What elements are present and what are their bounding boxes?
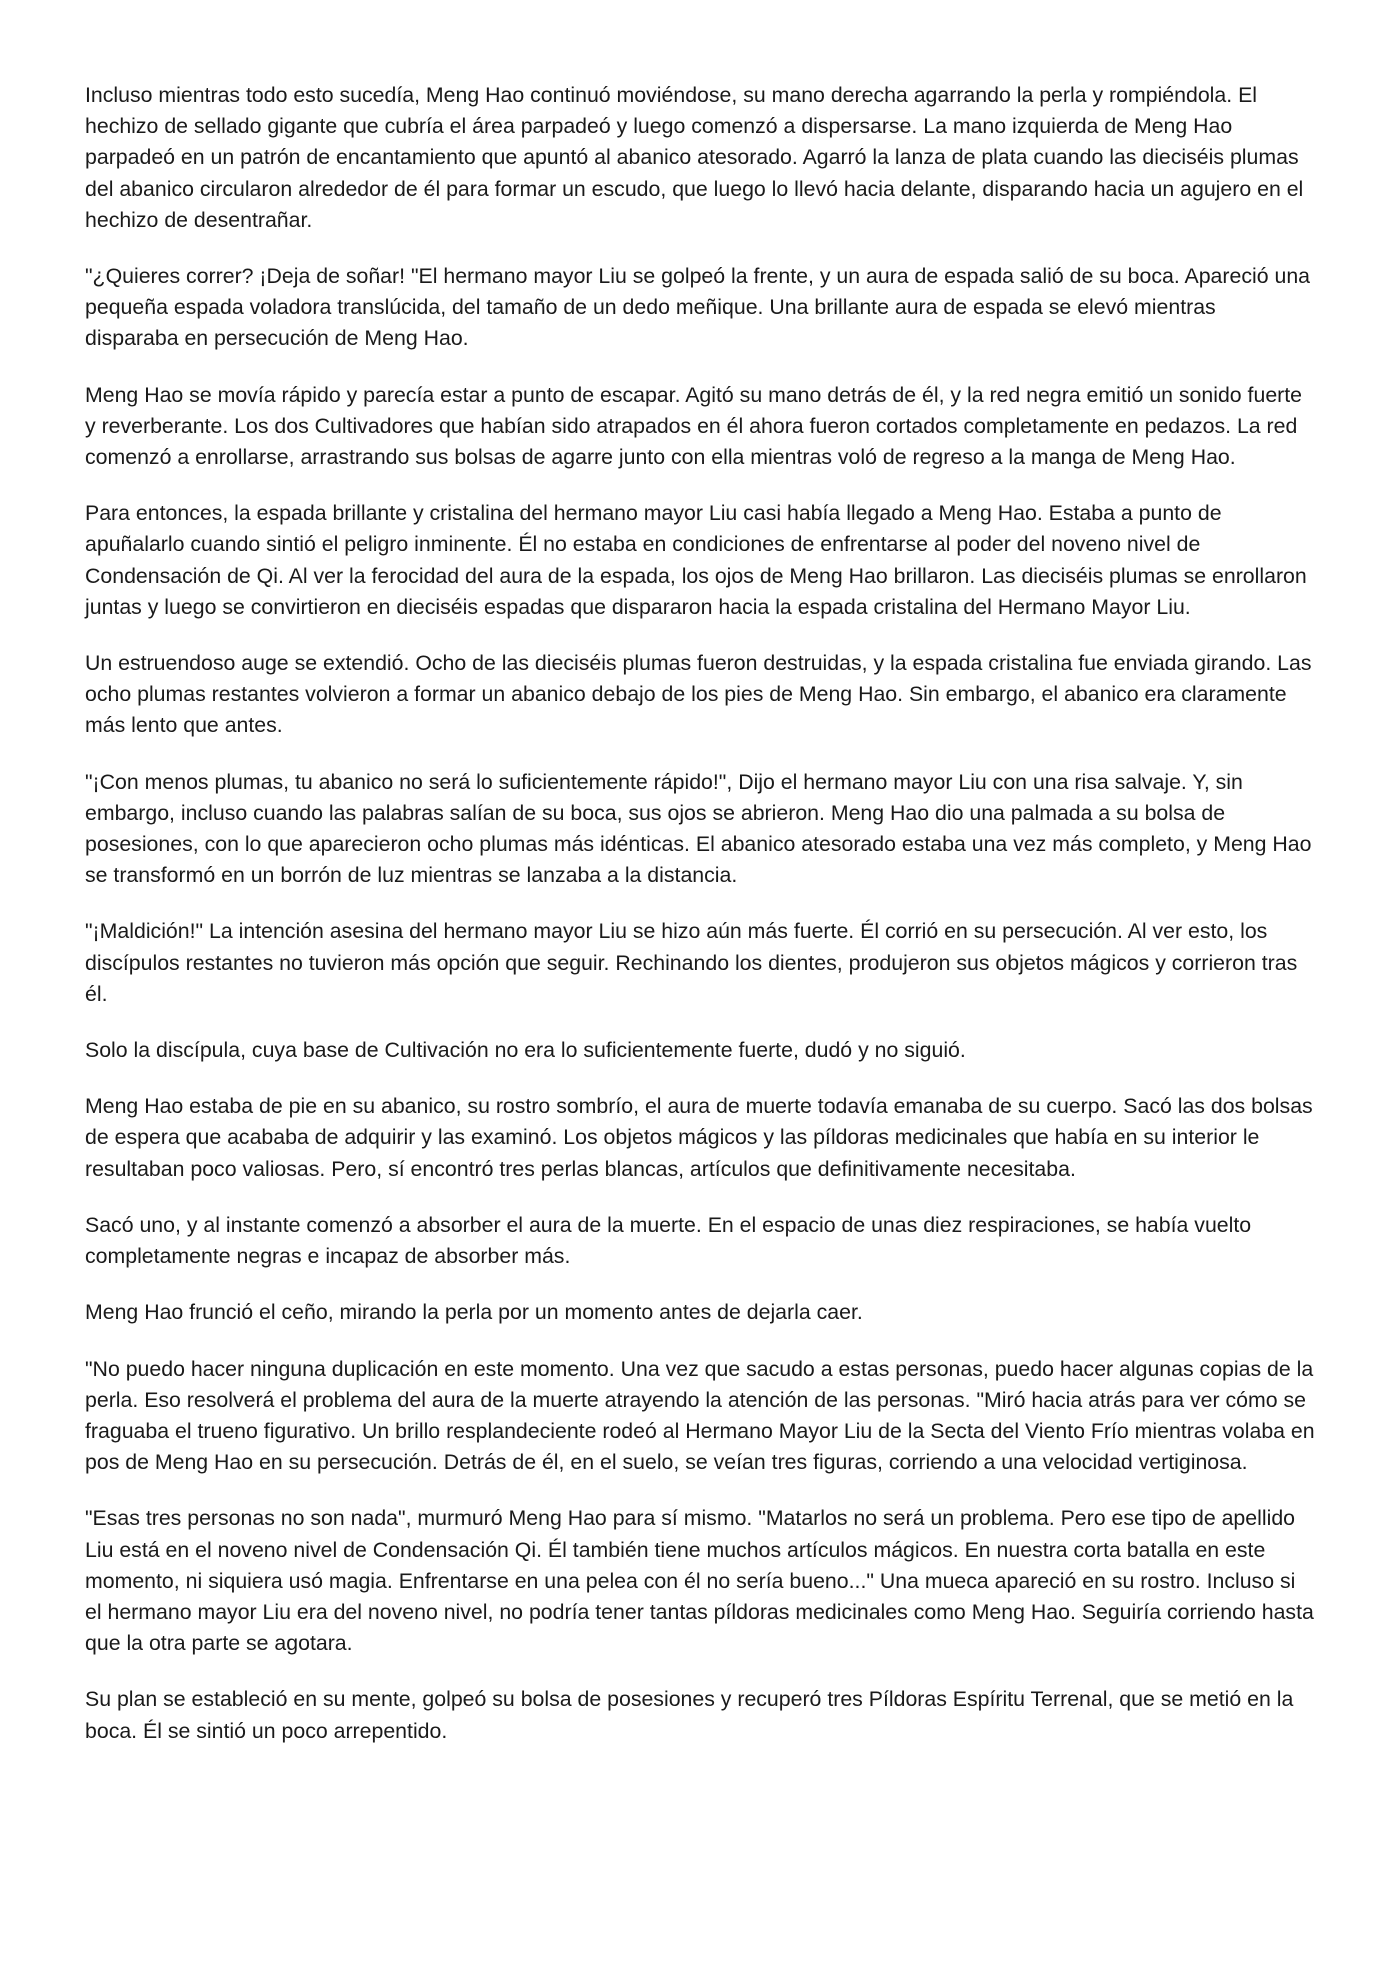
- document-page: [85, 80, 1315, 1772]
- paragraph: "¡Con menos plumas, tu abanico no será lo suficientemente rápido!", Dijo el hermano mayor Liu con una risa salvaje. Y, sin embargo, incluso cuando las palabras salían de su boca, sus ojos se abrieron. Meng Hao dio una palmada a su bolsa de posesiones, con lo que aparecieron ocho plumas más idénticas. El abanico atesorado estaba una vez más completo, y Meng Hao se transformó en un borrón de luz mientras se lanzaba a la distancia.: [85, 769, 1312, 888]
- paragraph: Su plan se estableció en su mente, golpeó su bolsa de posesiones y recuperó tres Píldoras Espíritu Terrenal, que se metió en la boca. Él se sintió un poco arrepentido.: [85, 1687, 1294, 1743]
- paragraph: Sacó uno, y al instante comenzó a absorber el aura de la muerte. En el espacio de unas diez respiraciones, se había vuelto completamente negras e incapaz de absorber más.: [85, 1212, 1252, 1269]
- paragraph: Para entonces, la espada brillante y cristalina del hermano mayor Liu casi había llegado a Meng Hao. Estaba a punto de apuñalarlo cuando sintió el peligro inminente. Él no estaba en condiciones de enfrentarse al poder del noveno nivel de Condensación de Qi. Al ver la ferocidad del aura de la espada, los ojos de Meng Hao brillaron. Las dieciséis plumas se enrollaron juntas y luego se convirtieron en dieciséis espadas que dispararon hacia la espada cristalina del Hermano Mayor Liu.: [85, 501, 1307, 619]
- paragraph: "¡Maldición!" La intención asesina del hermano mayor Liu se hizo aún más fuerte. Él corrió en su persecución. Al ver esto, los discípulos restantes no tuvieron más opción que seguir. Rechinando los dientes, produjeron sus objetos mágicos y corrieron tras él.: [85, 919, 1298, 1006]
- paragraph: "No puedo hacer ninguna duplicación en este momento. Una vez que sacudo a estas personas, puedo hacer algunas copias de la perla. Eso resolverá el problema del aura de la muerte atrayendo la atención de las personas. "Miró hacia atrás para ver cómo se fraguaba el trueno figurativo. Un brillo resplandeciente rodeó al Hermano Mayor Liu de la Secta del Viento Frío mientras volaba en pos de Meng Hao en su persecución. Detrás de él, en el suelo, se veían tres figuras, corriendo a una velocidad vertiginosa.: [85, 1356, 1315, 1475]
- paragraph: Un estruendoso auge se extendió. Ocho de las dieciséis plumas fueron destruidas, y la espada cristalina fue enviada girando. Las ocho plumas restantes volvieron a formar un abanico debajo de los pies de Meng Hao. Sin embargo, el abanico era claramente más lento que antes.: [85, 651, 1312, 738]
- paragraph: "Esas tres personas no son nada", murmuró Meng Hao para sí mismo. "Matarlos no será un problema. Pero ese tipo de apellido Liu está en el noveno nivel de Condensación Qi. Él también tiene muchos artículos mágicos. En nuestra corta batalla en este momento, ni siquiera usó magia. Enfrentarse en una pelea con él no sería bueno..." Una mueca apareció en su rostro. Incluso si el hermano mayor Liu era del noveno nivel, no podría tener tantas píldoras medicinales como Meng Hao. Seguiría corriendo hasta que la otra parte se agotara.: [85, 1506, 1314, 1656]
- paragraph: Meng Hao se movía rápido y parecía estar a punto de escapar. Agitó su mano detrás de él, y la red negra emitió un sonido fuerte y reverberante. Los dos Cultivadores que habían sido atrapados en él ahora fueron cortados completamente en pedazos. La red comenzó a enrollarse, arrastrando sus bolsas de agarre junto con ella mientras voló de regreso a la manga de Meng Hao.: [85, 382, 1303, 470]
- paragraph: Meng Hao estaba de pie en su abanico, su rostro sombrío, el aura de muerte todavía emanaba de su cuerpo. Sacó las dos bolsas de espera que acababa de adquirir y las examinó. Los objetos mágicos y las píldoras medicinales que había en su interior le resultaban poco valiosas. Pero, sí encontró tres perlas blancas, artículos que definitivamente necesitaba.: [85, 1094, 1313, 1181]
- paragraph: Solo la discípula, cuya base de Cultivación no era lo suficientemente fuerte, dudó y no siguió.: [85, 1038, 966, 1063]
- paragraph: Meng Hao frunció el ceño, mirando la perla por un momento antes de dejarla caer.: [85, 1300, 863, 1325]
- paragraph: "¿Quieres correr? ¡Deja de soñar! "El hermano mayor Liu se golpeó la frente, y un aura de espada salió de su boca. Apareció una pequeña espada voladora translúcida, del tamaño de un dedo meñique. Una brillante aura de espada se elevó mientras disparaba en persecución de Meng Hao.: [85, 264, 1311, 351]
- paragraph: Incluso mientras todo esto sucedía, Meng Hao continuó moviéndose, su mano derecha agarrando la perla y rompiéndola. El hechizo de sellado gigante que cubría el área parpadeó y luego comenzó a dispersarse. La mano izquierda de Meng Hao parpadeó en un patrón de encantamiento que apuntó al abanico atesorado. Agarró la lanza de plata cuando las dieciséis plumas del abanico circularon alrededor de él para formar un escudo, que luego lo llevó hacia delante, disparando hacia un agujero en el hechizo de desentrañar.: [85, 83, 1304, 232]
